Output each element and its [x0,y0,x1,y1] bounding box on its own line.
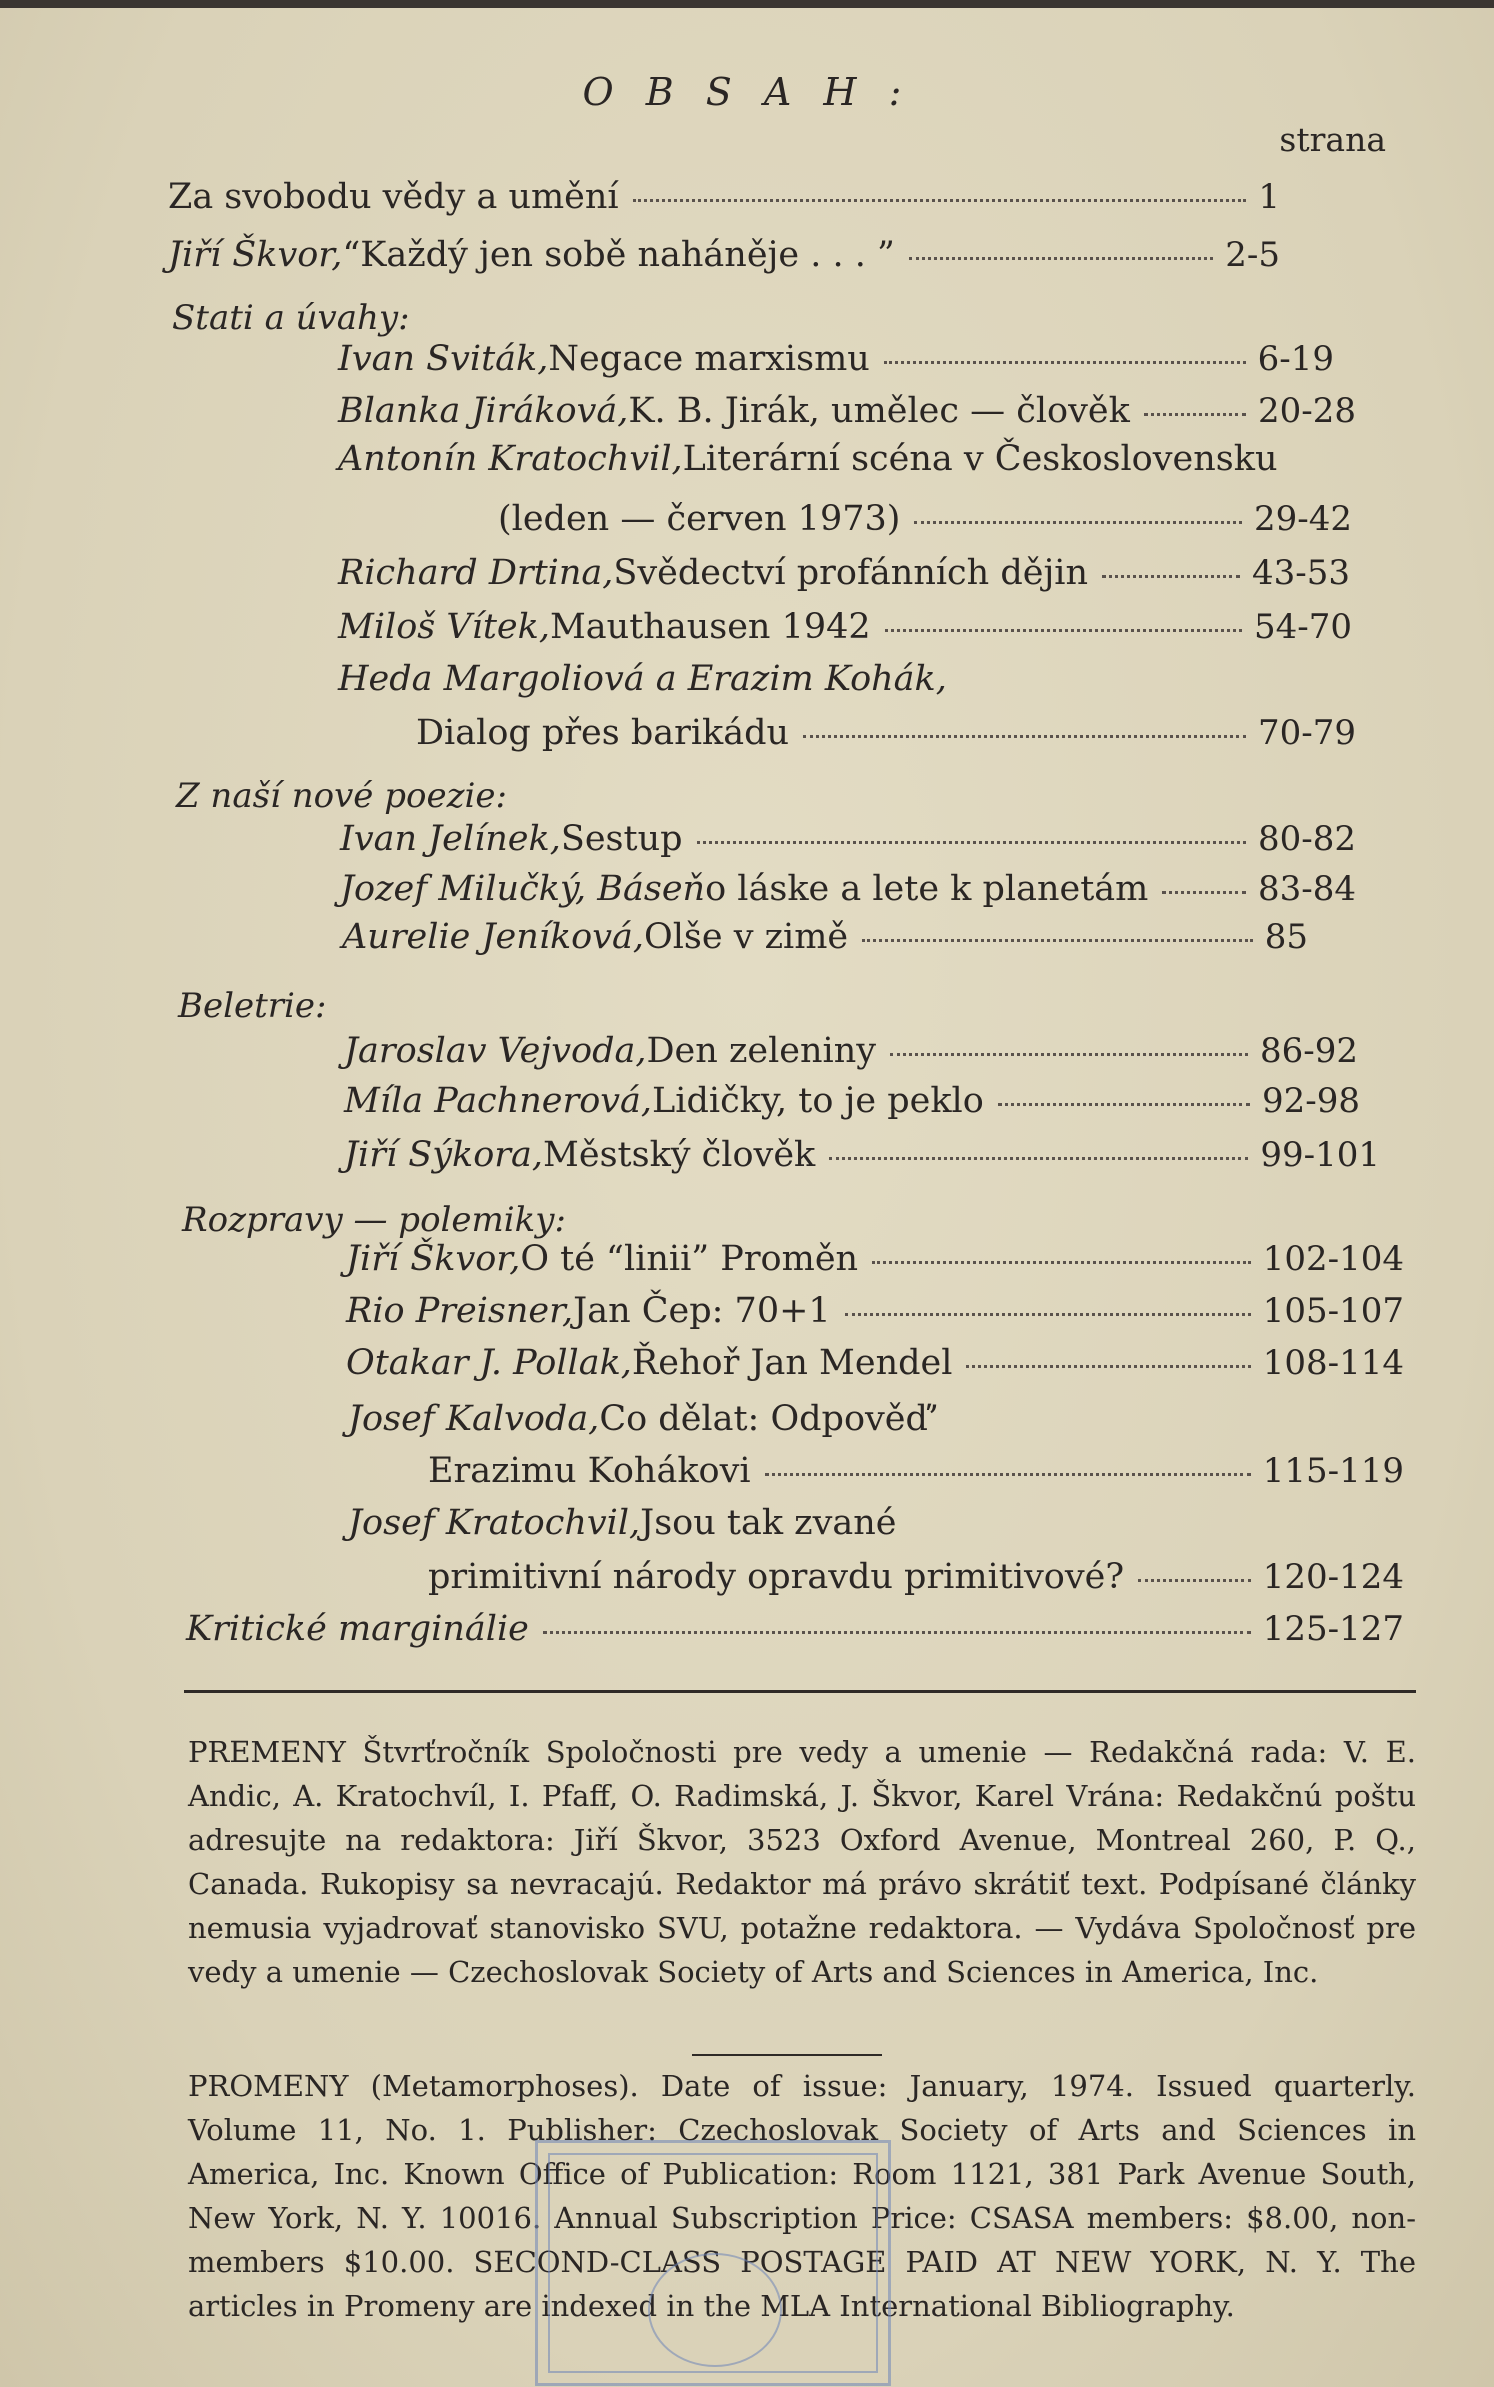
colophon-slovak: PREMENY Štvrťročník Spoločnosti pre vedy a umenie — Redakčná rada: V. E. Andic, A. Kratochvíl, I. Pfaff, O. Radimská, J. Škvor, Karel Vrána: Redakčnú poštu adresujte na redaktora: Jiří Škvor, 3523 Oxford Avenue, Montreal 260, P. Q., Canada. Rukopisy sa nevracajú. Redaktor má právo skrátiť text. Podpísané články nemusia vyjadrovať stanovisko SVU, potažne redaktora. — Vydáva Spoločnosť pre vedy a umenie — Czechoslovak Society of Arts and Sciences in America, Inc. [188,1735,1416,1989]
dot-leader [885,629,1242,632]
toc-author: Blanka Jiráková, [338,391,629,431]
toc-entry [338,553,1350,593]
toc-entry [348,1503,897,1543]
dot-leader [1162,891,1246,894]
short-divider [692,2054,882,2056]
toc-author: Ivan Sviták, [338,339,549,379]
toc-pages: 43-53 [1251,553,1350,593]
dot-leader [697,841,1246,844]
toc-pages: 108-114 [1262,1343,1404,1383]
section-heading: Stati a úvahy: [172,298,410,338]
toc-pages: 125-127 [1262,1609,1404,1649]
dot-leader [1102,575,1240,578]
colophon-english: PROMENY (Metamorphoses). Date of issue: January, 1974. Issued quarterly. Volume 11, No. 1. Publisher: Czechoslovak Society of Arts and Sciences in America, Inc. Known Office of Publication: Room 1121, 381 Park Avenue South, New York, N. Y. 10016. Annual Subscription Price: CSASA members: $8.00, non-members $10.00. SECOND-CLASS POSTAGE PAID AT NEW YORK, N. Y. The articles in Promeny are indexed in the MLA International Bibliography. [188,2069,1416,2323]
toc-entry-continuation [498,499,1352,539]
toc-entry [338,391,1356,431]
dot-leader [998,1103,1250,1106]
dot-leader [1138,1579,1251,1582]
toc-title: Den zeleniny [646,1031,877,1071]
toc-title-continuation: primitivní národy opravdu primitivové? [428,1557,1125,1597]
toc-author: Ivan Jelínek, [340,819,561,859]
toc-entry [186,1609,1404,1649]
dot-leader [543,1631,1251,1634]
toc-author: Josef Kalvoda, [348,1399,600,1439]
toc-title: Olše v zimě [644,917,849,957]
toc-title: O té “linii” Proměn [520,1239,859,1279]
section-heading: Z naší nové poezie: [176,776,507,816]
toc-entry [340,819,1356,859]
toc-entry [168,235,1280,275]
toc-title: Jan Čep: 70+1 [573,1291,831,1331]
toc-entry [346,1291,1404,1331]
dot-leader [914,521,1242,524]
toc-author: Jiří Škvor, [168,235,343,275]
toc-entry [344,1081,1360,1121]
dot-leader [765,1473,1251,1476]
toc-author: Kritické marginálie [186,1609,529,1649]
toc-entry [344,1135,1380,1175]
toc-pages: 92-98 [1261,1081,1360,1121]
divider [184,1690,1416,1693]
toc-author: Míla Pachnerová, [344,1081,653,1121]
toc-pages: 70-79 [1257,713,1356,753]
dot-leader [884,361,1246,364]
toc-author: Richard Drtina, [338,553,614,593]
toc-title: K. B. Jirák, umělec — člověk [628,391,1130,431]
toc-title: Negace marxismu [548,339,870,379]
toc-entry [338,439,1278,479]
toc-title-continuation: Erazimu Kohákovi [428,1451,751,1491]
toc-title-continuation: (leden — červen 1973) [498,499,901,539]
toc-pages: 99-101 [1260,1135,1380,1175]
toc-title: Sestup [560,819,683,859]
stamp-emblem [648,2253,782,2367]
dot-leader [803,735,1246,738]
dot-leader [862,939,1253,942]
toc-entry [344,1031,1358,1071]
toc-entry [338,607,1352,647]
dot-leader [966,1365,1250,1368]
toc-title: Jsou tak zvané [640,1503,897,1543]
toc-entry [168,177,1280,217]
dot-leader [872,1261,1251,1264]
toc-pages: 83-84 [1257,869,1356,909]
toc-pages: 85 [1264,917,1308,957]
toc-pages: 54-70 [1253,607,1352,647]
toc-author: Antonín Kratochvil, [338,439,683,479]
toc-author: Jaroslav Vejvoda, [344,1031,647,1071]
toc-author: Heda Margoliová a Erazim Kohák, [338,659,947,699]
toc-entry-continuation [428,1451,1404,1491]
toc-title: Lidičky, to je peklo [652,1081,984,1121]
toc-title: Co dělat: Odpověď’ [599,1399,940,1439]
toc-title: Literární scéna v Československu [682,439,1278,479]
dot-leader [829,1157,1248,1160]
dot-leader [1144,413,1246,416]
toc-author: Jiří Škvor, [346,1239,521,1279]
toc-title: Svědectví profánních dějin [613,553,1089,593]
toc-entry-continuation [428,1557,1404,1597]
toc-author: Otakar J. Pollak, [346,1343,632,1383]
toc-pages: 6-19 [1257,339,1334,379]
toc-entry-continuation [416,713,1356,753]
toc-pages: 2-5 [1225,235,1280,275]
toc-entry [348,1399,940,1439]
toc-entry [338,659,947,699]
toc-entry [340,869,1356,909]
toc-title: o láske a lete k planetám [705,869,1149,909]
toc-title: Městský člověk [543,1135,816,1175]
toc-pages: 20-28 [1257,391,1356,431]
dot-leader [890,1053,1248,1056]
toc-entry [338,339,1334,379]
toc-pages: 105-107 [1262,1291,1404,1331]
toc-pages: 80-82 [1257,819,1356,859]
dot-leader [845,1313,1251,1316]
toc-entry [346,1343,1404,1383]
toc-title: Mauthausen 1942 [549,607,871,647]
toc-pages: 115-119 [1262,1451,1404,1491]
toc-title-continuation: Dialog přes barikádu [416,713,790,753]
toc-author: Miloš Vítek, [338,607,550,647]
library-stamp-image [535,2140,891,2386]
page-column-label: strana [1279,120,1386,159]
toc-title: Za svobodu vědy a umění [168,177,619,217]
toc-pages: 29-42 [1253,499,1352,539]
toc-pages: 120-124 [1262,1557,1404,1597]
toc-author: Jiří Sýkora, [344,1135,544,1175]
toc-author: Jozef Milučký, Báseň [340,869,706,909]
toc-author: Rio Preisner, [346,1291,574,1331]
toc-pages: 1 [1258,177,1280,217]
scan-edge [0,0,1494,8]
toc-title: “Každý jen sobě naháněje . . . ” [342,235,895,275]
section-heading: Beletrie: [178,986,327,1026]
toc-pages: 86-92 [1259,1031,1358,1071]
toc-title: Řehoř Jan Mendel [631,1343,953,1383]
section-heading: Rozpravy — polemiky: [182,1200,566,1240]
toc-author: Aurelie Jeníková, [342,917,645,957]
toc-author: Josef Kratochvil, [348,1503,641,1543]
page-title: O B S A H : [582,70,912,114]
dot-leader [633,199,1247,202]
dot-leader [909,257,1213,260]
toc-pages: 102-104 [1262,1239,1404,1279]
toc-entry [346,1239,1404,1279]
toc-entry [342,917,1308,957]
